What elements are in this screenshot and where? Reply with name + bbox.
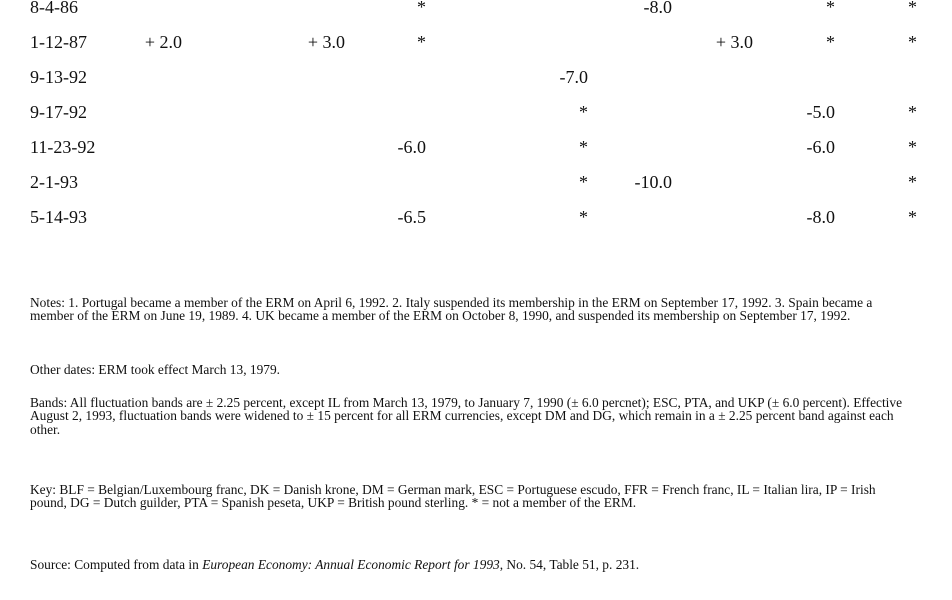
value-cell: *: [417, 32, 426, 52]
value-cell: *: [908, 207, 917, 227]
table-notes: [30, 296, 910, 323]
source-note: [30, 558, 910, 571]
realignment-table: [0, 0, 952, 240]
bands-note: [30, 396, 910, 436]
source-paragraph: [30, 558, 910, 571]
bands-paragraph: Bands: All fluctuation bands are ± 2.25 percent, except IL from March 13, 1979, to January 7, 1990 (± 6.0 percnet); ESC, PTA, and UKP (± 6.0 percent). Effective August 2, 1993, fluctuation bands were widened to ± 15 percent for all ERM currencies, except DM and DG, which remain in a ± 2.25 percent band against each other.: [30, 395, 903, 437]
value-cell: + 2.0: [144, 32, 182, 52]
value-cell: *: [826, 32, 835, 52]
value-cell: -5.0: [806, 102, 835, 122]
value-cell: + 3.0: [307, 32, 345, 52]
table-row: [0, 67, 952, 97]
date-cell: 1-12-87: [30, 32, 87, 52]
table-row: [0, 172, 952, 202]
value-cell: *: [908, 0, 917, 17]
other-dates-note: [30, 363, 910, 376]
date-cell: 9-17-92: [30, 102, 87, 122]
source-prefix: Source: Computed from data in: [30, 557, 203, 572]
table-row: [0, 32, 952, 62]
value-cell: *: [579, 172, 588, 192]
value-cell: -6.0: [806, 137, 835, 157]
table-row: [0, 207, 952, 237]
value-cell: -6.5: [397, 207, 426, 227]
table-row: [0, 102, 952, 132]
date-cell: 11-23-92: [30, 137, 96, 157]
value-cell: *: [579, 207, 588, 227]
table-row: [0, 0, 952, 27]
value-cell: -10.0: [634, 172, 672, 192]
value-cell: *: [908, 32, 917, 52]
other-dates-paragraph: Other dates: ERM took effect March 13, 1979.: [30, 362, 281, 377]
value-cell: + 3.0: [715, 32, 753, 52]
source-title: European Economy: Annual Economic Report for 1993: [202, 557, 500, 572]
value-cell: -6.0: [397, 137, 426, 157]
value-cell: -7.0: [559, 67, 588, 87]
value-cell: *: [579, 102, 588, 122]
date-cell: 9-13-92: [30, 67, 87, 87]
value-cell: *: [908, 102, 917, 122]
source-suffix: , No. 54, Table 51, p. 231.: [499, 557, 640, 572]
notes-paragraph: Notes: 1. Portugal became a member of the ERM on April 6, 1992. 2. Italy suspended its membership in the ERM on September 17, 1992. 3. Spain became a member of the ERM on June 19, 1989. 4. UK became a member of the ERM on October 8, 1990, and suspended its membership on September 17, 1992.: [30, 295, 873, 324]
value-cell: *: [908, 172, 917, 192]
value-cell: -8.0: [643, 0, 672, 17]
value-cell: *: [417, 0, 426, 17]
value-cell: *: [908, 137, 917, 157]
table-row: [0, 137, 952, 167]
value-cell: *: [579, 137, 588, 157]
value-cell: -8.0: [806, 207, 835, 227]
key-note: [30, 483, 910, 510]
date-cell: 5-14-93: [30, 207, 87, 227]
date-cell: 8-4-86: [30, 0, 78, 17]
value-cell: *: [826, 0, 835, 17]
date-cell: 2-1-93: [30, 172, 78, 192]
key-paragraph: Key: BLF = Belgian/Luxembourg franc, DK = Danish krone, DM = German mark, ESC = Portuguese escudo, FFR = French franc, IL = Italian lira, IP = Irish pound, DG = Dutch guilder, PTA = Spanish peseta, UKP = British pound sterling. * = not a member of the ERM.: [30, 482, 876, 511]
